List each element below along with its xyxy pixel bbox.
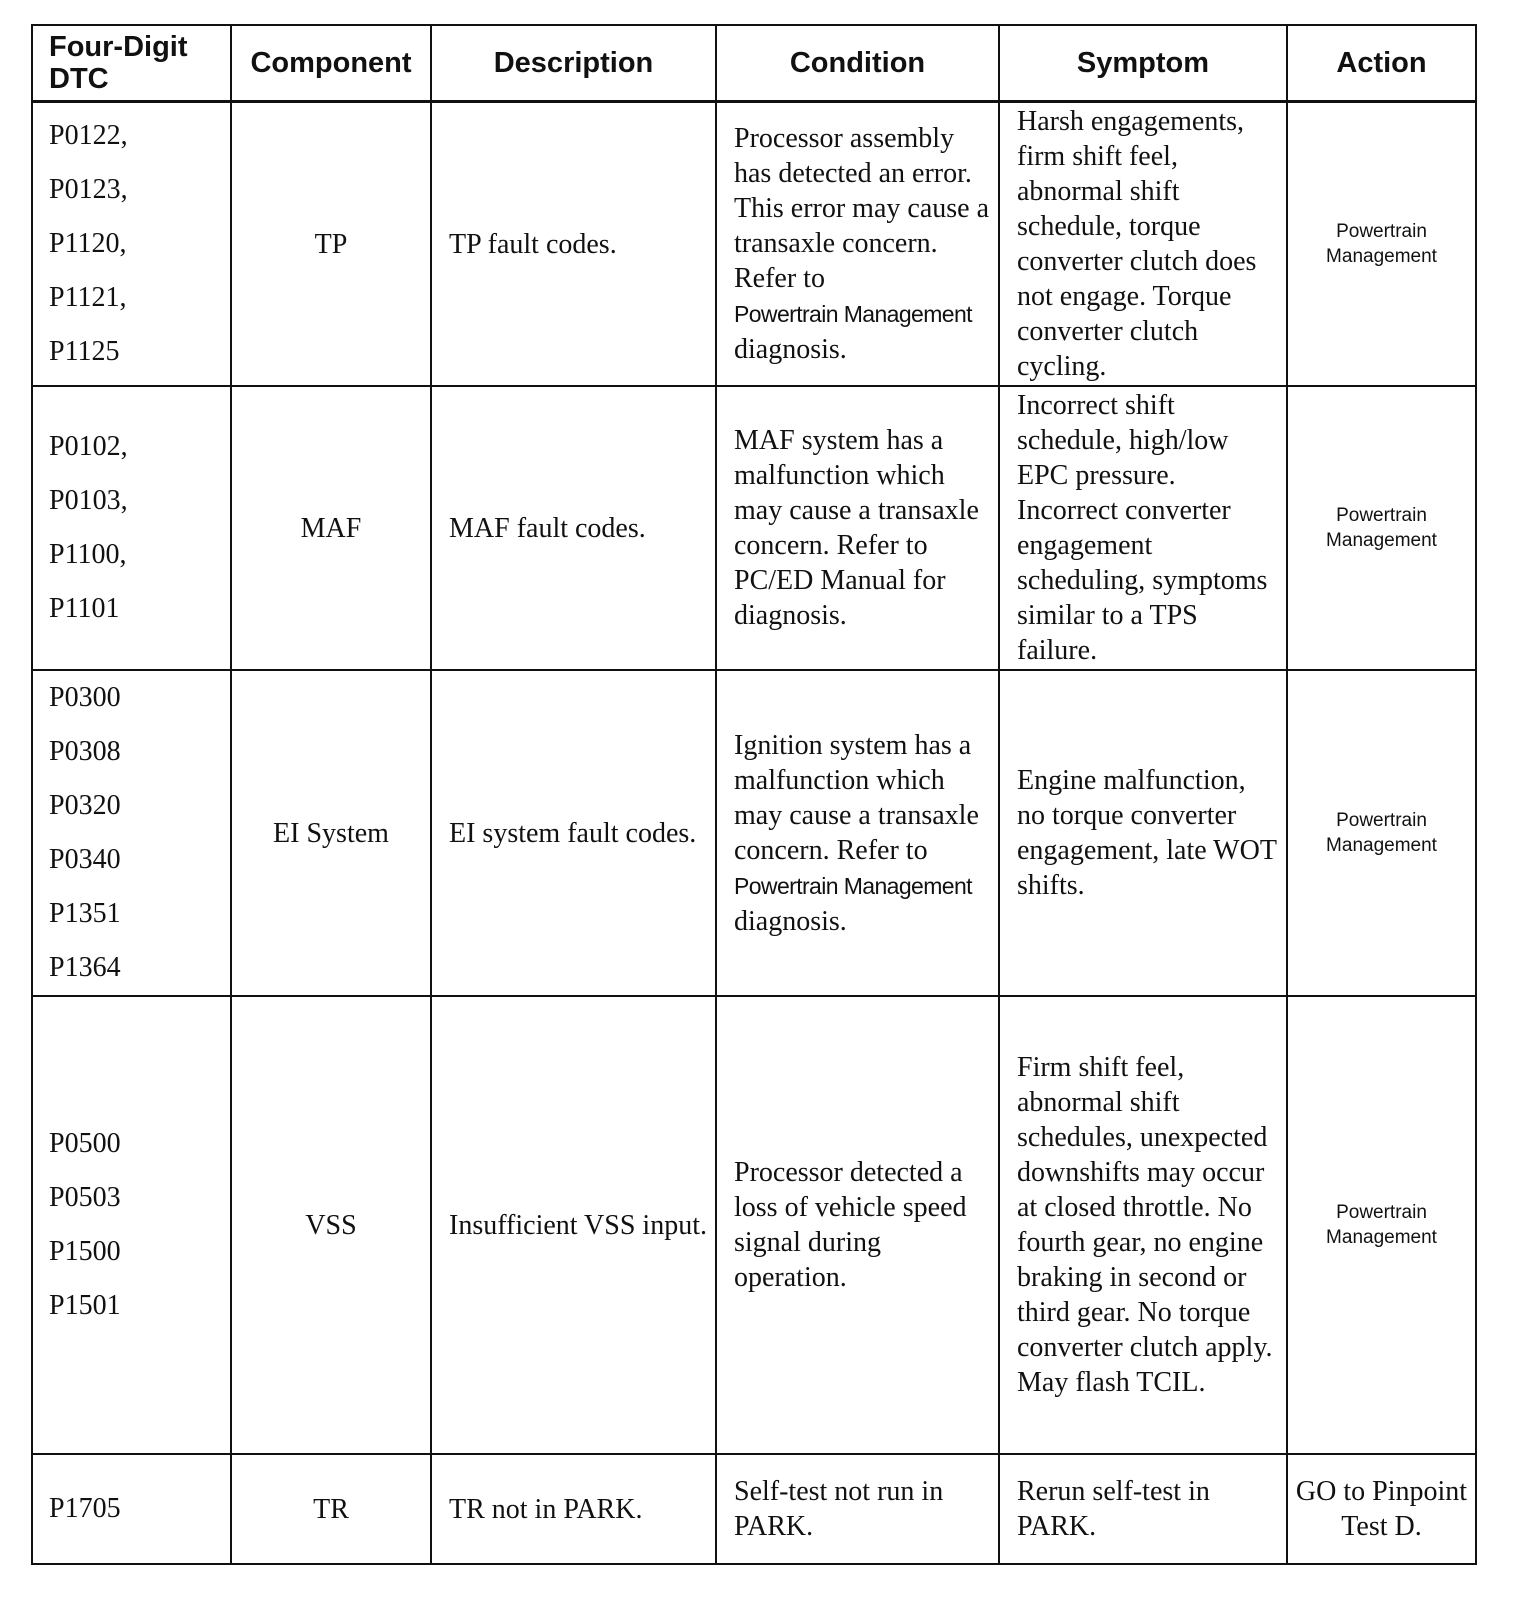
- component-cell: MAF: [231, 386, 431, 670]
- table-row: [32, 102, 1476, 387]
- dtc-table: [31, 24, 1477, 1565]
- condition-tail: diagnosis.: [734, 905, 847, 937]
- component-cell: EI System: [231, 670, 431, 996]
- header-action: Action: [1287, 25, 1476, 102]
- action-cell: GO to Pinpoint Test D.: [1287, 1454, 1476, 1564]
- dtc-code: P0103,: [49, 485, 128, 516]
- dtc-code: P1501: [49, 1290, 121, 1321]
- dtc-codes-cell: [32, 386, 231, 670]
- dtc-code: P0320: [49, 790, 121, 821]
- dtc-code: P0308: [49, 736, 121, 767]
- dtc-code: P0300: [49, 682, 121, 713]
- action-cell: Powertrain Management: [1287, 670, 1476, 996]
- dtc-code: P0122,: [49, 120, 128, 151]
- description-cell: TP fault codes.: [431, 102, 716, 387]
- symptom-cell: Engine malfunction, no torque converter engagement, late WOT shifts.: [999, 670, 1287, 996]
- component-cell: VSS: [231, 996, 431, 1454]
- header-component: Component: [231, 25, 431, 102]
- description-cell: Insufficient VSS input.: [431, 996, 716, 1454]
- dtc-code: P0340: [49, 844, 121, 875]
- symptom-cell: Firm shift feel, abnormal shift schedules, unexpected downshifts may occur at closed throttle. No fourth gear, no engine braking in second or third gear. No torque converter clutch apply. May flash TCIL.: [999, 996, 1287, 1454]
- condition-reference: Powertrain Management: [734, 872, 972, 899]
- symptom-cell: Incorrect shift schedule, high/low EPC pressure. Incorrect converter engagement scheduling, symptoms similar to a TPS failure.: [999, 386, 1287, 670]
- dtc-code: P1705: [49, 1493, 121, 1524]
- condition-text: Ignition system has a malfunction which may cause a transaxle concern. Refer to: [734, 729, 979, 866]
- dtc-code: P1101: [49, 593, 120, 624]
- header-description: Description: [431, 25, 716, 102]
- condition-cell: Self-test not run in PARK.: [716, 1454, 999, 1564]
- dtc-codes-cell: [32, 670, 231, 996]
- dtc-code: P1364: [49, 952, 121, 983]
- dtc-code: P0123,: [49, 174, 128, 205]
- dtc-code: P0102,: [49, 431, 128, 462]
- header-condition: Condition: [716, 25, 999, 102]
- header-symptom: Symptom: [999, 25, 1287, 102]
- condition-cell: [716, 670, 999, 996]
- dtc-codes-cell: [32, 1454, 231, 1564]
- symptom-cell: Rerun self-test in PARK.: [999, 1454, 1287, 1564]
- condition-cell: MAF system has a malfunction which may cause a transaxle concern. Refer to PC/ED Manual for diagnosis.: [716, 386, 999, 670]
- table-row: [32, 1454, 1476, 1564]
- dtc-code: P1121,: [49, 282, 127, 313]
- dtc-code: P1120,: [49, 228, 127, 259]
- dtc-code: P1125: [49, 336, 120, 367]
- condition-tail: diagnosis.: [734, 334, 847, 365]
- action-cell: Powertrain Management: [1287, 102, 1476, 387]
- dtc-code: P1500: [49, 1236, 121, 1267]
- header-row: [32, 25, 1476, 102]
- table-row: [32, 996, 1476, 1454]
- condition-reference: Powertrain Management: [734, 301, 972, 327]
- description-cell: EI system fault codes.: [431, 670, 716, 996]
- dtc-code: P0500: [49, 1128, 121, 1159]
- action-cell: Powertrain Management: [1287, 996, 1476, 1454]
- dtc-codes-cell: [32, 102, 231, 387]
- description-cell: MAF fault codes.: [431, 386, 716, 670]
- dtc-code: P0503: [49, 1182, 121, 1213]
- condition-text: Processor assembly has detected an error. This error may cause a transaxle concern. Refer to: [734, 123, 989, 294]
- condition-cell: Processor detected a loss of vehicle speed signal during operation.: [716, 996, 999, 1454]
- action-cell: Powertrain Management: [1287, 386, 1476, 670]
- component-cell: TR: [231, 1454, 431, 1564]
- table-row: [32, 386, 1476, 670]
- condition-cell: [716, 102, 999, 387]
- dtc-codes-cell: [32, 996, 231, 1454]
- component-cell: TP: [231, 102, 431, 387]
- table-row: [32, 670, 1476, 996]
- symptom-cell: Harsh engagements, firm shift feel, abnormal shift schedule, torque converter clutch does not engage. Torque converter clutch cycling.: [999, 102, 1287, 387]
- dtc-code: P1351: [49, 898, 121, 929]
- header-dtc: Four-Digit DTC: [32, 25, 231, 102]
- dtc-code: P1100,: [49, 539, 127, 570]
- description-cell: TR not in PARK.: [431, 1454, 716, 1564]
